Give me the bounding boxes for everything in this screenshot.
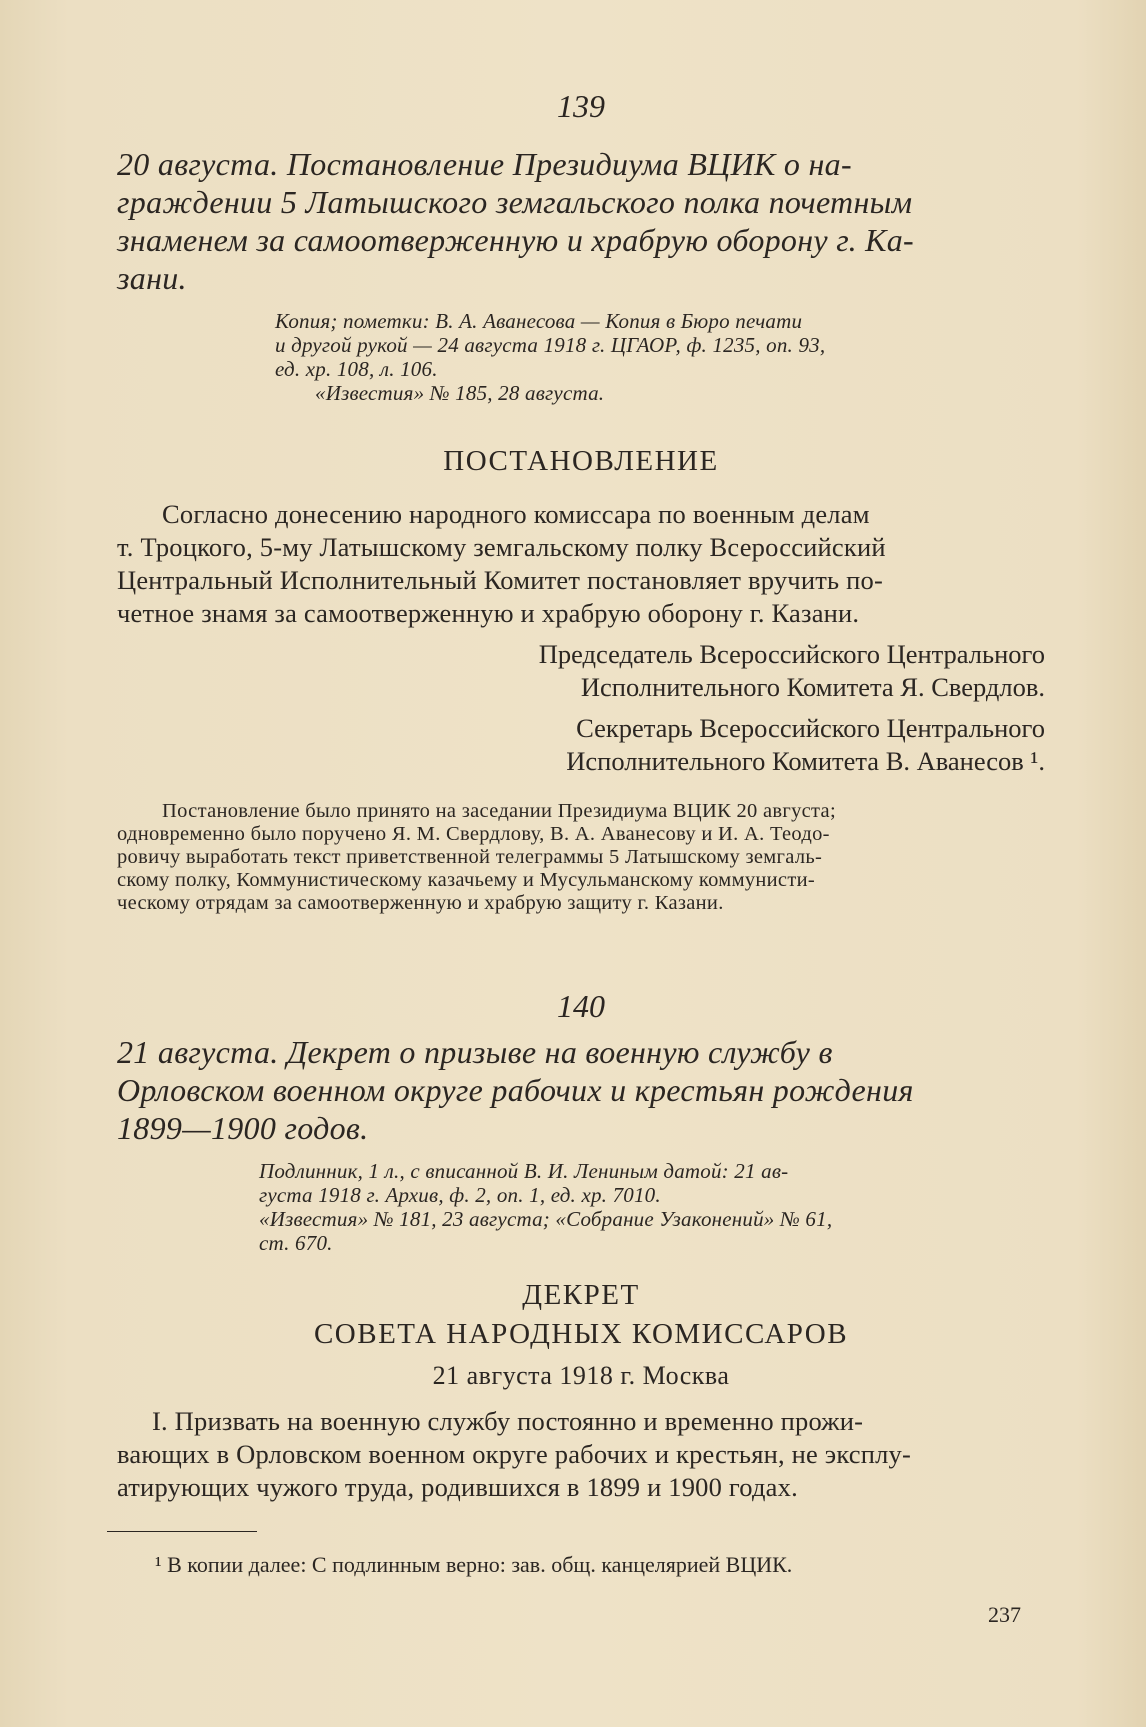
signature-line: Председатель Всероссийского Центрального	[538, 639, 1045, 669]
heading-line: граждении 5 Латышского земгальского полка почетным	[117, 184, 913, 220]
document-140	[117, 988, 1045, 1504]
heading-line: 20 августа. Постановление Президиума ВЦИК о на-	[117, 146, 852, 182]
body-line: т. Троцкого, 5-му Латышскому земгальскому полку Всероссийский	[117, 532, 886, 562]
heading-line: знаменем за самоотверженную и храбрую оборону г. Ка-	[117, 222, 914, 258]
body-line: вающих в Орловском военном округе рабочих и крестьян, не эксплу-	[117, 1439, 912, 1469]
resolution-body	[117, 498, 1045, 630]
signature-line: Исполнительного Комитета Я. Свердлов.	[580, 672, 1045, 702]
page-number: 237	[988, 1602, 1021, 1627]
body-line: четное знамя за самоотверженную и храбрую оборону г. Казани.	[117, 598, 860, 628]
source-line: ст. 670.	[259, 1231, 333, 1255]
decree-date-place: 21 августа 1918 г. Москва	[432, 1361, 730, 1390]
document-heading	[117, 1033, 1045, 1147]
source-line: «Известия» № 185, 28 августа.	[315, 381, 605, 405]
note-line: скому полку, Коммунистическому казачьему и Мусульманскому коммунисти-	[117, 869, 815, 891]
archival-source	[117, 1159, 1045, 1255]
body-line: Согласно донесению народного комиссара по военным делам	[162, 499, 870, 529]
decree-title: ДЕКРЕТ	[522, 1279, 640, 1311]
source-line: и другой рукой — 24 августа 1918 г. ЦГАОР, ф. 1235, оп. 93,	[275, 333, 826, 357]
editorial-note	[117, 800, 1045, 915]
resolution-title: ПОСТАНОВЛЕНИЕ	[443, 445, 719, 477]
decree-body	[117, 1405, 1045, 1504]
source-line: ед. хр. 108, л. 106.	[275, 357, 438, 381]
document-number: 140	[557, 988, 605, 1024]
note-line: ческому отрядам за самоотверженную и храбрую защиту г. Казани.	[117, 892, 724, 914]
document-heading	[117, 145, 1045, 297]
body-line: атирующих чужого труда, родившихся в 1899 и 1900 годах.	[117, 1472, 798, 1502]
body-line: I. Призвать на военную службу постоянно и временно прожи-	[152, 1406, 864, 1436]
document-139	[117, 88, 1045, 915]
signature-chairman	[117, 638, 1045, 704]
heading-line: Орловском военном округе рабочих и крестьян рождения	[117, 1072, 914, 1108]
archival-source	[117, 309, 1045, 405]
body-line: Центральный Исполнительный Комитет постановляет вручить по-	[117, 565, 883, 595]
heading-line: зани.	[117, 260, 187, 296]
signature-line: Исполнительного Комитета В. Аванесов ¹.	[566, 746, 1045, 776]
source-line: густа 1918 г. Архив, ф. 2, оп. 1, ед. хр. 7010.	[259, 1183, 661, 1207]
footnote-divider	[107, 1531, 257, 1532]
signature-line: Секретарь Всероссийского Центрального	[576, 713, 1045, 743]
decree-subtitle: СОВЕТА НАРОДНЫХ КОМИССАРОВ	[313, 1318, 849, 1350]
heading-line: 1899—1900 годов.	[117, 1110, 369, 1146]
heading-line: 21 августа. Декрет о призыве на военную службу в	[117, 1034, 833, 1070]
note-line: ровичу выработать текст приветственной телеграммы 5 Латышскому земгаль-	[117, 846, 823, 868]
source-line: Копия; пометки: В. А. Аванесова — Копия в Бюро печати	[275, 309, 803, 333]
document-number: 139	[557, 88, 605, 124]
footnote: ¹ В копии далее: С подлинным верно: зав. общ. канцелярией ВЦИК.	[155, 1552, 793, 1577]
source-line: «Известия» № 181, 23 августа; «Собрание Узаконений» № 61,	[259, 1207, 833, 1231]
note-line: одновременно было поручено Я. М. Свердлову, В. А. Аванесову и И. А. Теодо-	[117, 823, 830, 845]
source-line: Подлинник, 1 л., с вписанной В. И. Лениным датой: 21 ав-	[259, 1159, 789, 1183]
signature-secretary	[117, 712, 1045, 778]
note-line: Постановление было принято на заседании Президиума ВЦИК 20 августа;	[162, 800, 836, 822]
